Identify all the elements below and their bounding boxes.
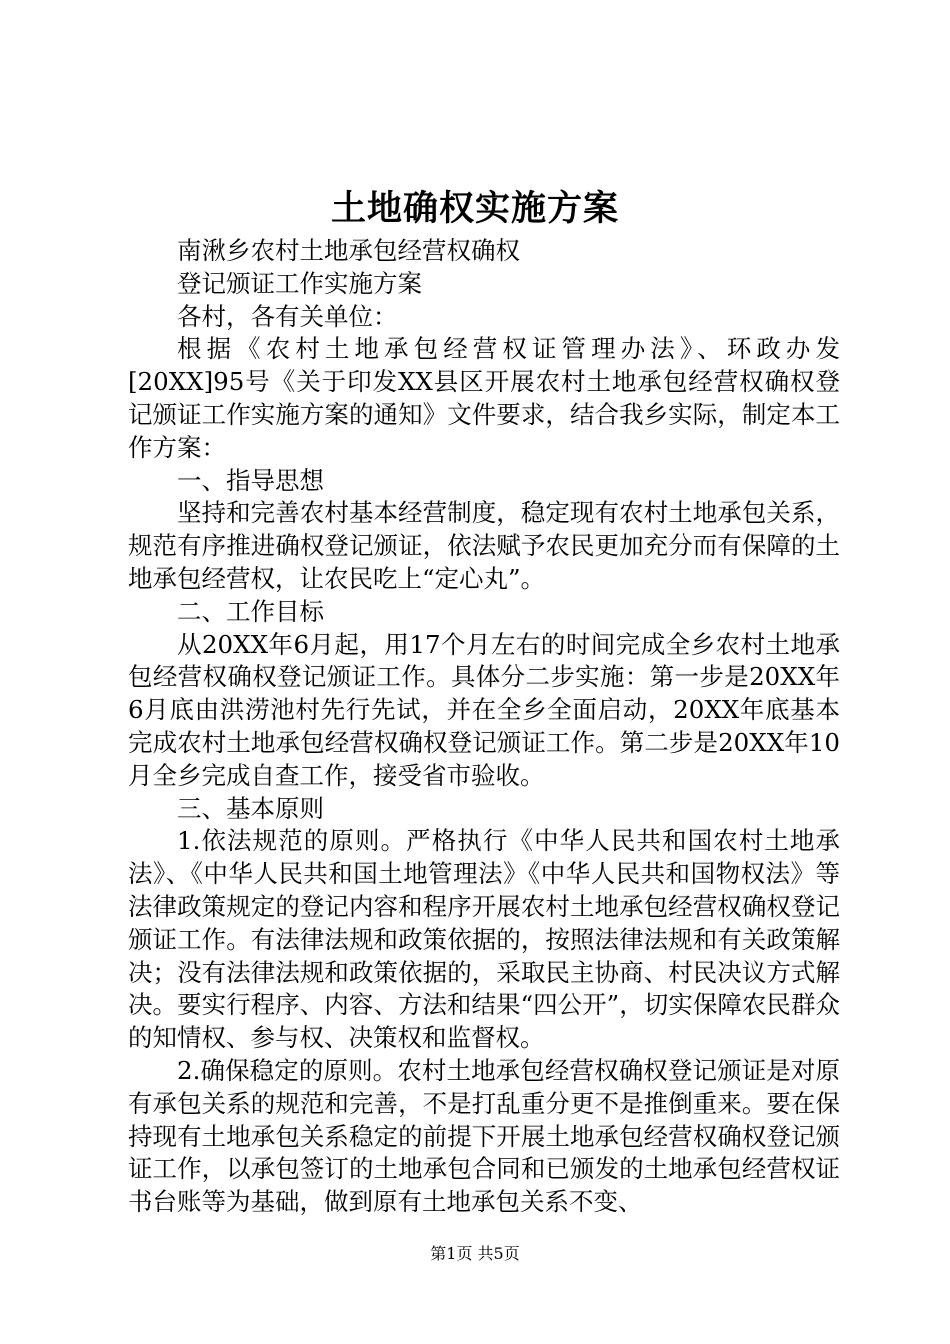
paragraph-heading-line-1: 南湫乡农村土地承包经营权确权 bbox=[177, 236, 520, 265]
page-footer: 第1页 共5页 bbox=[430, 1244, 520, 1263]
paragraph-guiding-thought: 坚持和完善农村基本经营制度，稳定现有农村土地承包关系，规范有序推进确权登记颁证，依法赋予农民更加充分而有保障的土地承包经营权，让农民吃上“定心丸”。 bbox=[128, 498, 840, 593]
paragraph-principle-2: 2.确保稳定的原则。农村土地承包经营权确权登记颁证是对原有承包关系的规范和完善，不是打乱重分更不是推倒重来。要在保持现有土地承包关系稳定的前提下开展土地承包经营权确权登记颁证工作，以承包签订的土地承包合同和已颁发的土地承包经营权证书台账等为基础，做到原有土地承包关系不变、 bbox=[128, 1055, 840, 1217]
paragraph-principle-1: 1.依法规范的原则。严格执行《中华人民共和国农村土地承法》、《中华人民共和国土地管理法》《中华人民共和国物权法》等法律政策规定的登记内容和程序开展农村土地承包经营权确权登记颁证工作。有法律法规和政策依据的，按照法律法规和有关政策解决；没有法律法规和政策依据的，采取民主协商、村民决议方式解决。要实行程序、内容、方法和结果“四公开”，切实保障农民群众的知情权、参与权、决策权和监督权。 bbox=[128, 826, 840, 1053]
paragraph-intro: 根据《农村土地承包经营权证管理办法》、环政办发[20XX]95号《关于印发XX县区开展农村土地承包经营权确权登记颁证工作实施方案的通知》文件要求，结合我乡实际，制定本工作方案： bbox=[128, 334, 840, 462]
paragraph-heading-line-2: 登记颁证工作实施方案 bbox=[177, 268, 422, 298]
paragraph-work-goal: 从20XX年6月起，用17个月左右的时间完成全乡农村土地承包经营权确权登记颁证工作。具体分二步实施：第一步是20XX年6月底由洪涝池村先行先试，并在全乡全面启动，20XX年底基本完成农村土地承包经营权确权登记颁证工作。第二步是20XX年10月全乡完成自查工作，接受省市验收。 bbox=[128, 629, 840, 790]
section-heading-work-goal: 二、工作目标 bbox=[177, 596, 324, 626]
paragraph-salutation: 各村，各有关单位： bbox=[177, 301, 398, 331]
document-body bbox=[128, 235, 840, 1219]
section-heading-basic-principles: 三、基本原则 bbox=[177, 793, 324, 823]
section-heading-guiding-thought: 一、指导思想 bbox=[177, 465, 324, 495]
document-title: 土地确权实施方案 bbox=[330, 188, 619, 229]
